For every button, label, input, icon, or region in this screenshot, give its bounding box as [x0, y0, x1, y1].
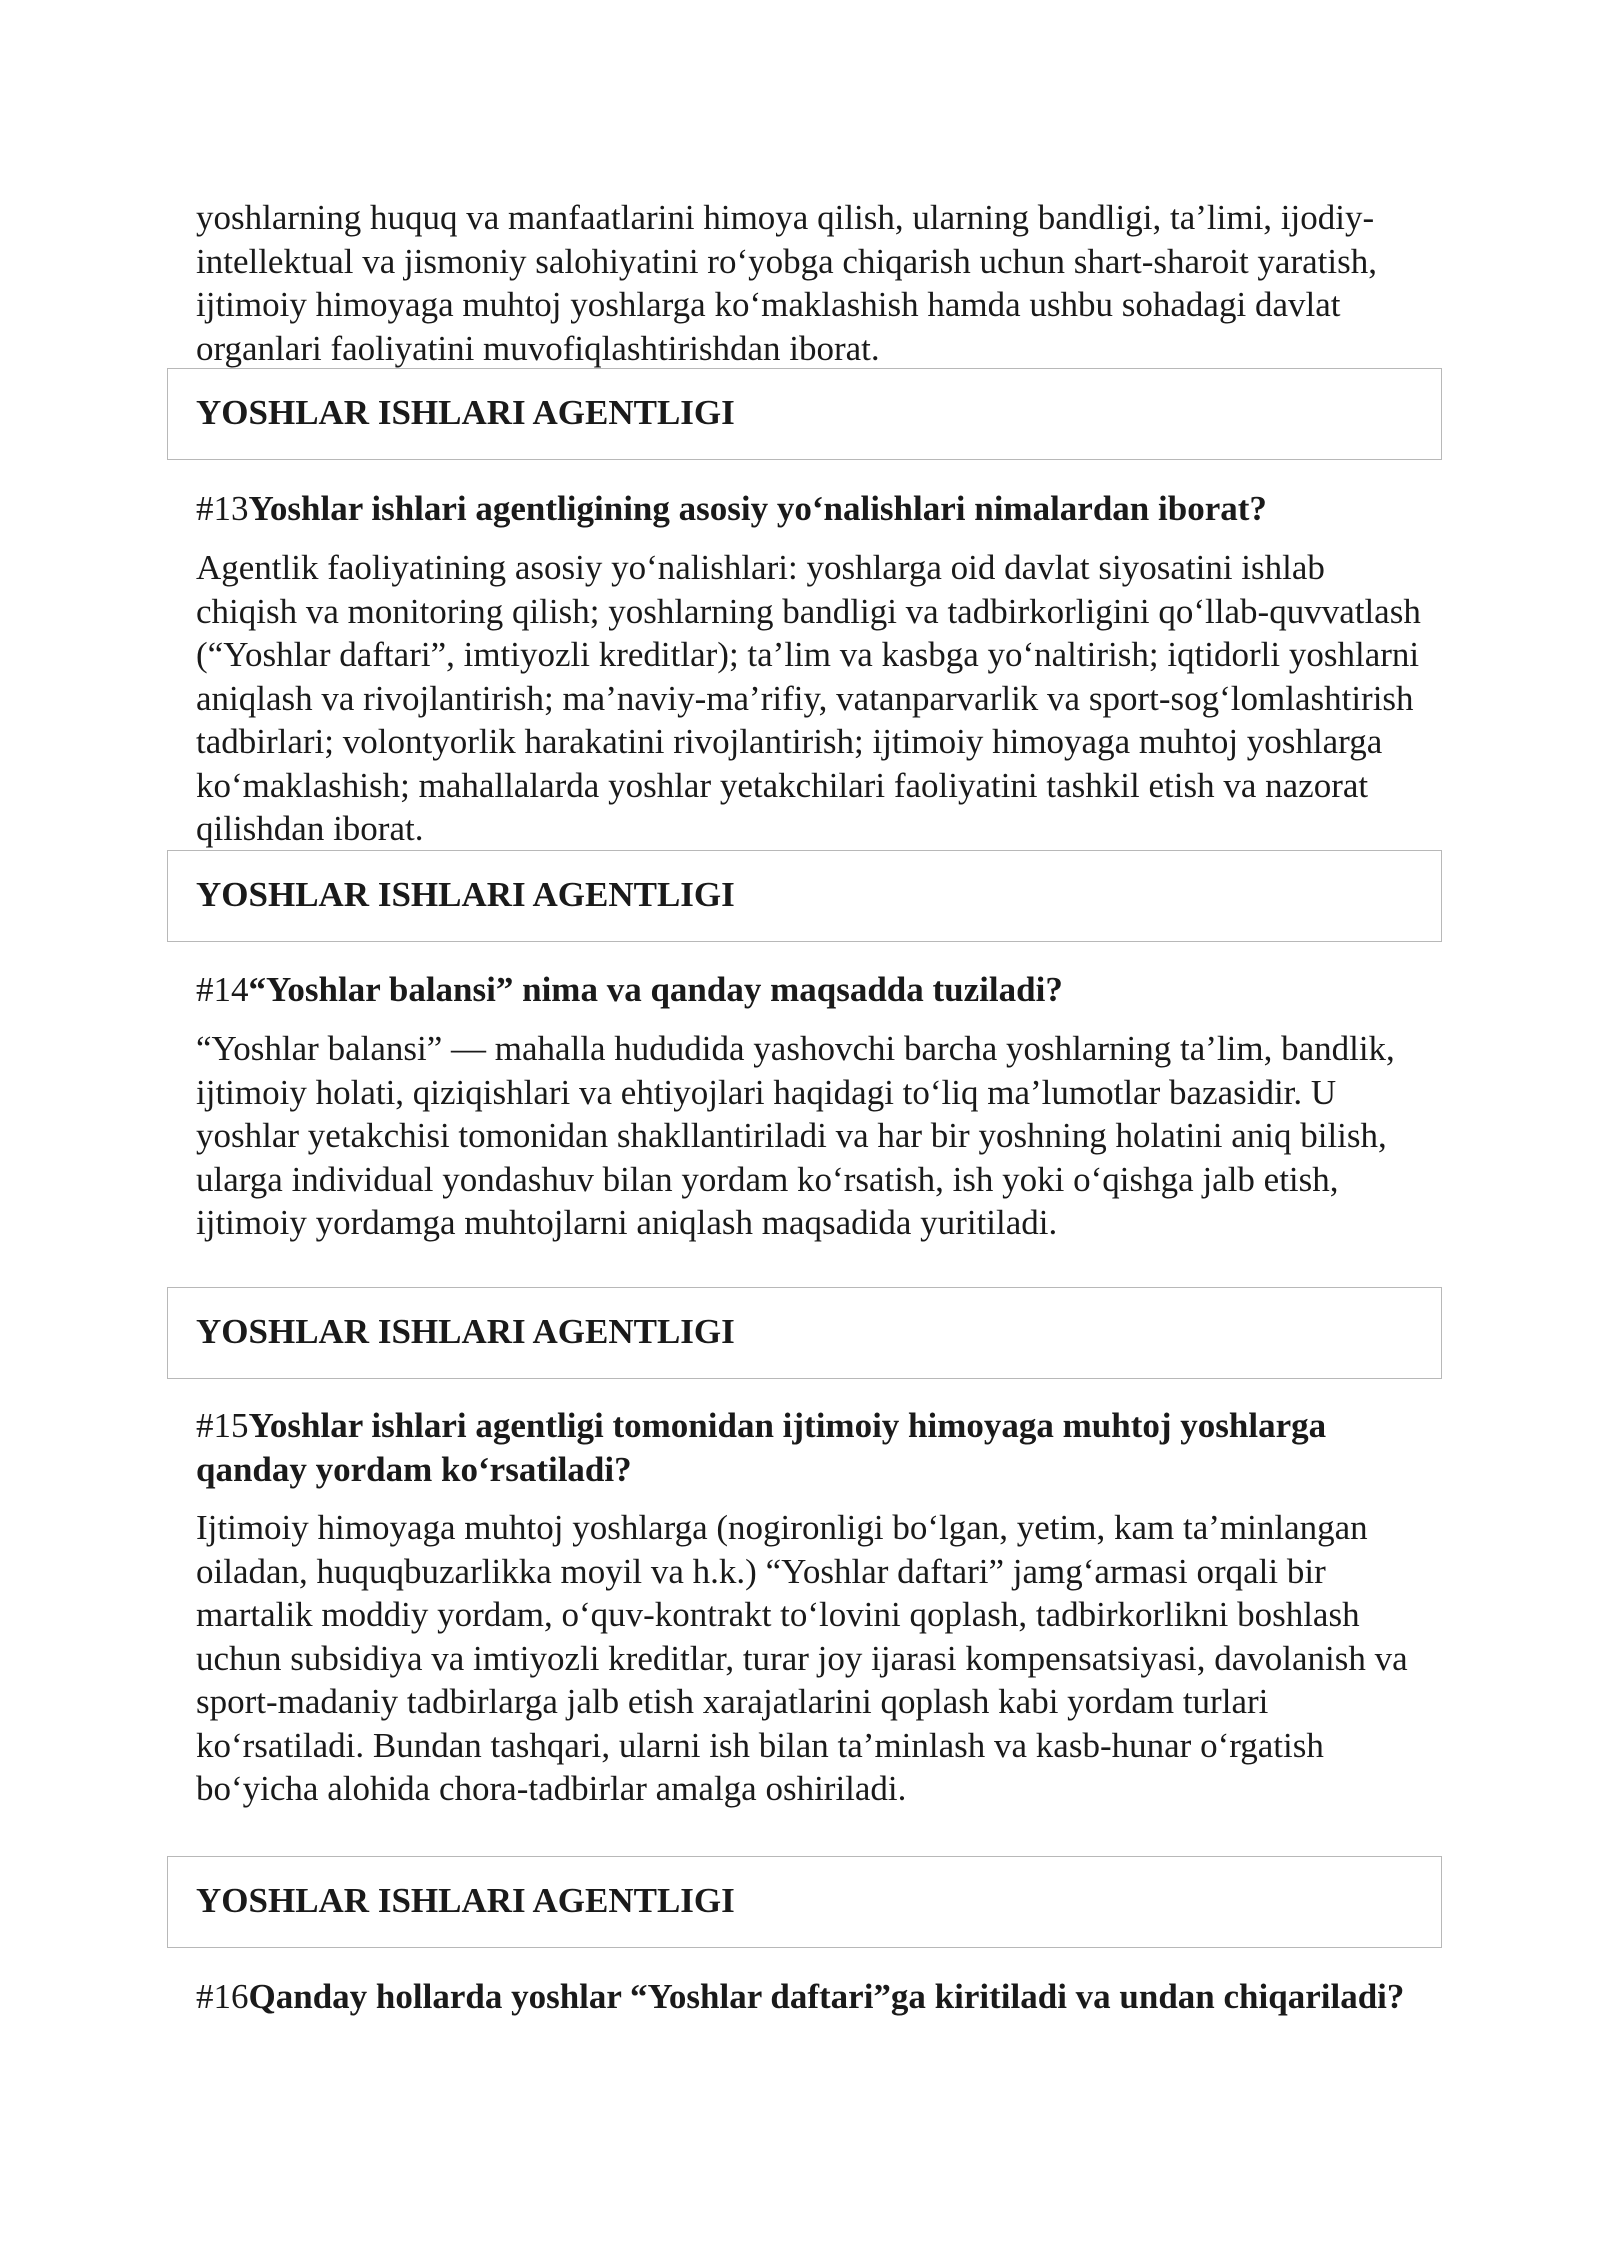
agency-label: YOSHLAR ISHLARI AGENTLIGI [196, 393, 735, 432]
answer-paragraph: Ijtimoiy himoyaga muhtoj yoshlarga (nogironligi bo‘lgan, yetim, kam ta’minlangan oiladan, huquqbuzarlikka moyil va h.k.) “Yoshlar daftari” jamg‘armasi orqali bir martalik moddiy yordam, o‘quv-kontrakt to‘lovini qoplash, tadbirkorlikni boshlash uchun subsidiya va imtiyozli kreditlar, turar joy ijarasi kompensatsiyasi, davolanish va sport-madaniy tadbirlarga jalb etish xarajatlarini qoplash kabi yordam turlari ko‘rsatiladi. Bundan tashqari, ularni ish bilan ta’minlash va kasb-hunar o‘rgatish bo‘yicha alohida chora-tadbirlar amalga oshiriladi. [196, 1508, 1408, 1808]
agency-header-box [167, 368, 1442, 460]
question-number: #14 [196, 970, 249, 1009]
agency-header-box [167, 1856, 1442, 1948]
question-heading [196, 968, 1426, 1012]
intro-paragraph: yoshlarning huquq va manfaatlarini himoya qilish, ularning bandligi, ta’limi, ijodiy-intellektual va jismoniy salohiyatini ro‘yobga chiqarish uchun shart-sharoit yaratish, ijtimoiy himoyaga muhtoj yoshlarga ko‘maklashish hamda ushbu sohadagi davlat organlari faoliyatini muvofiqlashtirishdan iborat. [196, 198, 1377, 368]
question-heading [196, 1404, 1426, 1491]
agency-header-box [167, 850, 1442, 942]
answer-paragraph: “Yoshlar balansi” — mahalla hududida yashovchi barcha yoshlarning ta’lim, bandlik, ijtimoiy holati, qiziqishlari va ehtiyojlari haqidagi to‘liq ma’lumotlar bazasidir. U yoshlar yetakchisi tomonidan shakllantiriladi va har bir yoshning holatini aniq bilish, ularga individual yondashuv bilan yordam ko‘rsatish, ish yoki o‘qishga jalb etish, ijtimoiy yordamga muhtojlarni aniqlash maqsadida yuritiladi. [196, 1029, 1395, 1242]
answer-paragraph: Agentlik faoliyatining asosiy yo‘nalishlari: yoshlarga oid davlat siyosatini ishlab chiqish va monitoring qilish; yoshlarning bandligi va tadbirkorligini qo‘llab-quvvatlash (“Yoshlar daftari”, imtiyozli kreditlar); ta’lim va kasbga yo‘naltirish; iqtidorli yoshlarni aniqlash va rivojlantirish; ma’naviy-ma’rifiy, vatanparvarlik va sport-sog‘lomlashtirish tadbirlari; volontyorlik harakatini rivojlantirish; ijtimoiy himoyaga muhtoj yoshlarga ko‘maklashish; mahallalarda yoshlar yetakchilari faoliyatini tashkil etish va nazorat qilishdan iborat. [196, 548, 1421, 848]
question-title: “Yoshlar balansi” nima va qanday maqsadda tuziladi? [248, 970, 1063, 1009]
question-title: Yoshlar ishlari agentligi tomonidan ijtimoiy himoyaga muhtoj yoshlarga qanday yordam ko‘rsatiladi? [196, 1406, 1327, 1489]
agency-label: YOSHLAR ISHLARI AGENTLIGI [196, 1881, 735, 1920]
question-number: #16 [196, 1977, 249, 2016]
question-heading [196, 487, 1426, 531]
question-title: Qanday hollarda yoshlar “Yoshlar daftari”ga kiritiladi va undan chiqariladi? [248, 1977, 1405, 2016]
question-number: #15 [196, 1406, 249, 1445]
question-heading [196, 1975, 1426, 2019]
question-title: Yoshlar ishlari agentligining asosiy yo‘nalishlari nimalardan iborat? [248, 489, 1267, 528]
agency-label: YOSHLAR ISHLARI AGENTLIGI [196, 1312, 735, 1351]
agency-label: YOSHLAR ISHLARI AGENTLIGI [196, 875, 735, 914]
question-number: #13 [196, 489, 249, 528]
agency-header-box [167, 1287, 1442, 1379]
